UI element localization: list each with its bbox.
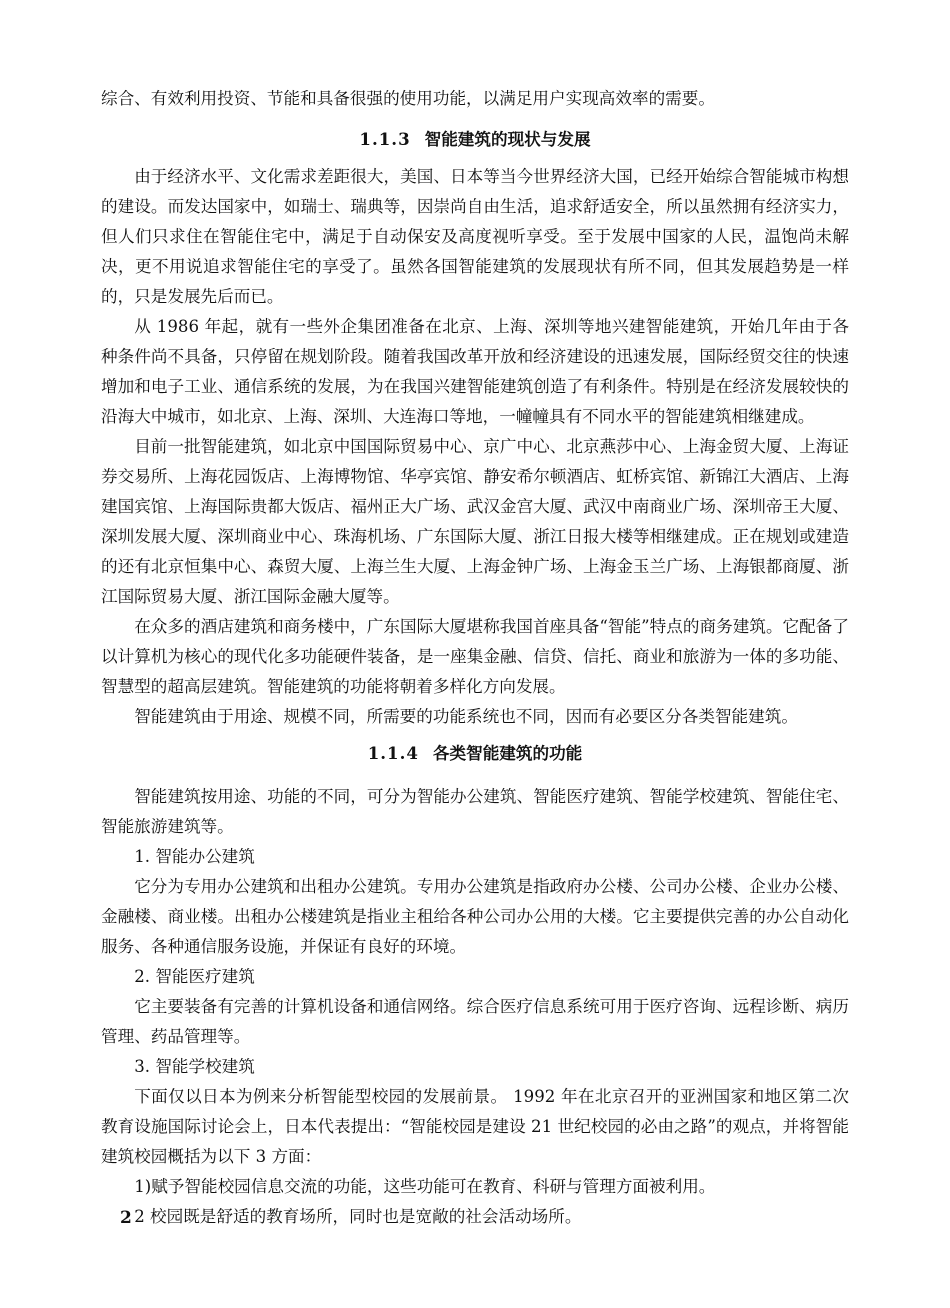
list-item: 1)赋予智能校园信息交流的功能，这些功能可在教育、科研与管理方面被利用。 xyxy=(134,1177,716,1196)
subheading-number: 2. xyxy=(134,967,151,986)
paragraph: 从 1986 年起，就有一些外企集团准备在北京、上海、深圳等地兴建智能建筑，开始几年由于各种条件尚不具备，只停留在规划阶段。随着我国改革开放和经济建设的迅速发展，国际经贸交往的快速增加和电子工业、通信系统的发展，为在我国兴建智能建筑创造了有利条件。特别是在经济发展较快的沿海大中城市，如北京、上海、深圳、大连海口等地，一幢幢具有不同水平的智能建筑相继建成。 xyxy=(101,317,849,426)
section-heading-1-1-3 xyxy=(101,114,849,156)
page-number: 2 xyxy=(120,1208,132,1228)
paragraph: 目前一批智能建筑，如北京中国国际贸易中心、京广中心、北京燕莎中心、上海金贸大厦、上海证券交易所、上海花园饭店、上海博物馆、华亭宾馆、静安希尔顿酒店、虹桥宾馆、新锦江大酒店、上海建国宾馆、上海国际贵都大饭店、福州正大广场、武汉金宫大厦、武汉中南商业广场、深圳帝王大厦、深圳发展大厦、深圳商业中心、珠海机场、广东国际大厦、浙江日报大楼等相继建成。正在规划或建造的还有北京恒集中心、森贸大厦、上海兰生大厦、上海金钟广场、上海金玉兰广场、上海银都商厦、浙江国际贸易大厦、浙江国际金融大厦等。 xyxy=(101,437,849,606)
intro-line: 综合、有效利用投资、节能和具备很强的使用功能，以满足用户实现高效率的需要。 xyxy=(101,89,715,108)
section-title: 各类智能建筑的功能 xyxy=(432,744,583,763)
paragraph: 它主要装备有完善的计算机设备和通信网络。综合医疗信息系统可用于医疗咨询、远程诊断、病历管理、药品管理等。 xyxy=(101,997,849,1046)
paragraph: 下面仅以日本为例来分析智能型校园的发展前景。 1992 年在北京召开的亚洲国家和地区第二次教育设施国际讨论会上，日本代表提出：“智能校园是建设 21 世纪校园的必由之路”的观点，并将智能建筑校园概括为以下 3 方面： xyxy=(101,1087,849,1166)
subheading-label: 智能学校建筑 xyxy=(155,1057,255,1076)
subheading-medical xyxy=(101,962,849,992)
document-page xyxy=(101,84,849,1232)
subheading-label: 智能医疗建筑 xyxy=(155,967,255,986)
paragraph: 在众多的酒店建筑和商务楼中，广东国际大厦堪称我国首座具备“智能”特点的商务建筑。它配备了以计算机为核心的现代化多功能硬件装备，是一座集金融、信贷、信托、商业和旅游为一体的多功能、智慧型的超高层建筑。智能建筑的功能将朝着多样化方向发展。 xyxy=(101,617,849,696)
section-title: 智能建筑的现状与发展 xyxy=(424,130,591,149)
paragraph: 它分为专用办公建筑和出租办公建筑。专用办公建筑是指政府办公楼、公司办公楼、企业办公楼、金融楼、商业楼。出租办公楼建筑是指业主租给各种公司办公用的大楼。它主要提供完善的办公自动化服务、各种通信服务设施，并保证有良好的环境。 xyxy=(101,877,849,956)
list-item: 2 校园既是舒适的教育场所，同时也是宽敞的社会活动场所。 xyxy=(134,1207,582,1226)
section-number: 1.1.3 xyxy=(359,129,411,149)
subheading-label: 智能办公建筑 xyxy=(155,847,255,866)
subheading-office xyxy=(101,842,849,872)
paragraph: 由于经济水平、文化需求差距很大，美国、日本等当今世界经济大国，已经开始综合智能城市构想的建设。而发达国家中，如瑞士、瑞典等，因崇尚自由生活，追求舒适安全，所以虽然拥有经济实力，但人们只求住在智能住宅中，满足于自动保安及高度视听享受。至于发展中国家的人民，温饱尚未解决，更不用说追求智能住宅的享受了。虽然各国智能建筑的发展现状有所不同，但其发展趋势是一样的，只是发展先后而已。 xyxy=(101,167,849,306)
section-number: 1.1.4 xyxy=(367,743,419,763)
paragraph: 智能建筑按用途、功能的不同，可分为智能办公建筑、智能医疗建筑、智能学校建筑、智能住宅、智能旅游建筑等。 xyxy=(101,787,849,836)
paragraph: 智能建筑由于用途、规模不同，所需要的功能系统也不同，因而有必要区分各类智能建筑。 xyxy=(134,707,798,726)
subheading-school xyxy=(101,1052,849,1082)
subheading-number: 1. xyxy=(134,847,151,866)
section-heading-1-1-4 xyxy=(101,732,849,770)
subheading-number: 3. xyxy=(134,1057,151,1076)
